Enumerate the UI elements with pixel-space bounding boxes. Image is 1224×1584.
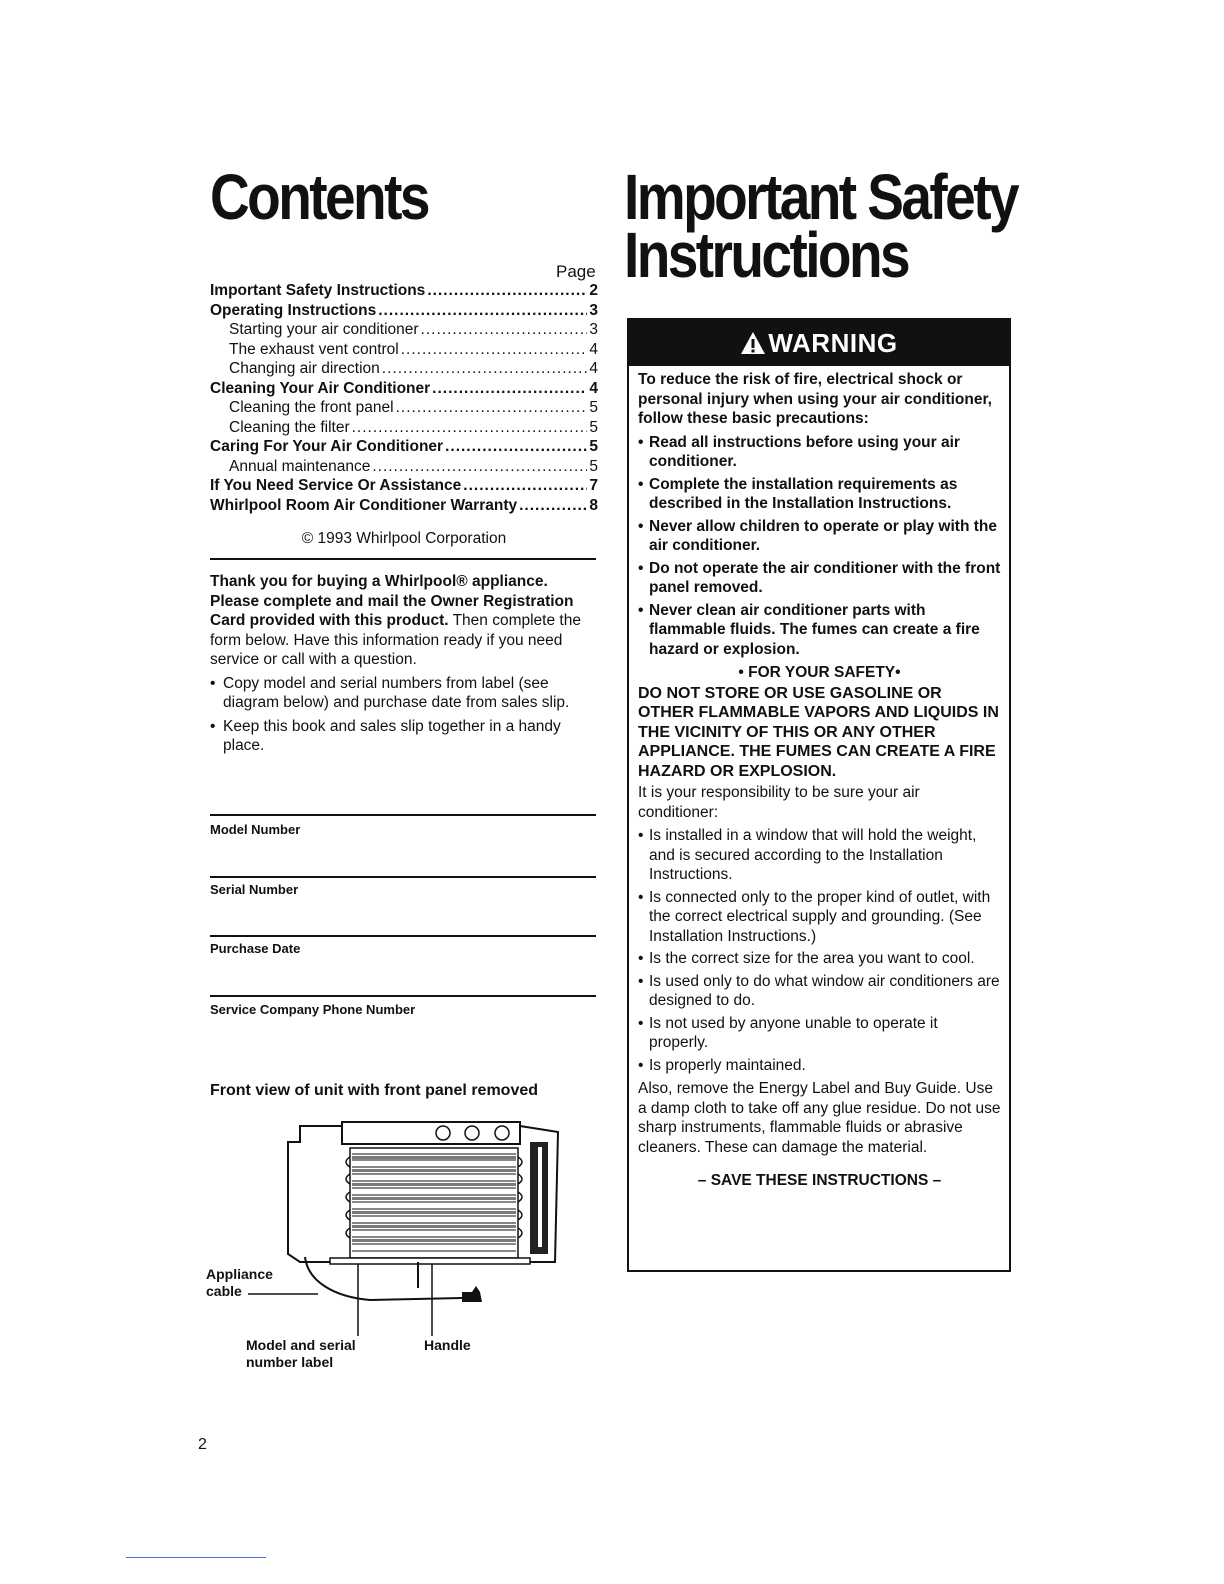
safety-title-line1: Important Safety xyxy=(624,161,1017,233)
divider xyxy=(210,558,596,560)
gasoline-warning: DO NOT STORE OR USE GASOLINE OR OTHER FLAMMABLE VAPORS AND LIQUIDS IN THE VICINITY OF THIS OR ANY OTHER APPLIANCE. THE FUMES CAN CREATE A FIRE HAZARD OR EXPLOSION. xyxy=(638,684,999,780)
toc-row xyxy=(210,477,598,497)
warning-triangle-icon xyxy=(740,331,766,355)
conditions-list xyxy=(638,826,1001,1075)
toc-entry-page: 4 xyxy=(589,379,598,397)
model-number-label: Model Number xyxy=(210,822,301,837)
toc-row xyxy=(210,321,598,341)
toc-entry-page: 8 xyxy=(589,496,598,514)
warning-box xyxy=(627,318,1011,1272)
toc-entry-page: 4 xyxy=(589,360,598,377)
toc-entry-label: Operating Instructions xyxy=(210,301,377,319)
warning-header xyxy=(629,320,1009,366)
model-serial-label-callout: Model and serial number label xyxy=(246,1337,356,1370)
warning-body xyxy=(629,366,1009,1191)
copyright-notice: © 1993 Whirlpool Corporation xyxy=(301,530,507,547)
list-item: • Read all instructions before using your air conditioner. xyxy=(638,433,1001,472)
purchase-date-label: Purchase Date xyxy=(210,941,301,956)
warning-intro: To reduce the risk of fire, electrical shock or personal injury when using your air conditioner, follow these basic precautions: xyxy=(638,371,992,427)
toc-leader-dots xyxy=(432,380,587,398)
toc-entry-label: If You Need Service Or Assistance xyxy=(210,477,462,494)
list-item: • Never clean air conditioner parts with flammable fluids. The fumes can create a fire hazard or explosion. xyxy=(638,601,1001,660)
thanks-bold-text: Thank you for buying a Whirlpool® appliance. Please complete and mail the Owner Registration Card provided with this product. xyxy=(210,573,574,629)
toc-entry-label: Annual maintenance xyxy=(229,457,371,475)
list-item: • Is the correct size for the area you want to cool. xyxy=(638,949,1001,969)
save-instructions: – SAVE THESE INSTRUCTIONS – xyxy=(697,1172,942,1189)
toc-entry-label: Changing air direction xyxy=(229,360,380,377)
toc-leader-dots xyxy=(519,497,587,515)
toc-row xyxy=(210,380,598,400)
toc-leader-dots xyxy=(401,341,588,359)
toc-row xyxy=(210,419,598,439)
handle-label: Handle xyxy=(424,1337,471,1353)
list-item: • Never allow children to operate or play with the air conditioner. xyxy=(638,517,1001,556)
for-your-safety-heading: • FOR YOUR SAFETY• xyxy=(738,664,901,681)
toc-entry-label: Cleaning the filter xyxy=(229,418,350,436)
table-of-contents xyxy=(210,282,598,516)
air-conditioner-diagram xyxy=(200,1112,580,1372)
toc-entry-label: Caring For Your Air Conditioner xyxy=(210,438,444,455)
toc-leader-dots xyxy=(421,321,588,339)
toc-page-column-label: Page xyxy=(556,262,596,281)
list-item: • Is used only to do what window air conditioners are designed to do. xyxy=(638,972,1001,1011)
toc-row xyxy=(210,458,598,478)
toc-leader-dots xyxy=(372,458,587,476)
safety-title xyxy=(624,161,1017,291)
toc-row xyxy=(210,341,598,361)
model-number-line xyxy=(210,814,596,816)
list-item: • Is connected only to the proper kind of outlet, with the correct electrical supply and grounding. (See Installation Instructions.) xyxy=(638,888,1001,947)
toc-entry-label: Cleaning Your Air Conditioner xyxy=(210,379,431,397)
service-phone-line xyxy=(210,995,596,997)
toc-leader-dots xyxy=(427,282,587,300)
diagram-caption: Front view of unit with front panel removed xyxy=(210,1082,539,1099)
also-remove-text: Also, remove the Energy Label and Buy Guide. Use a damp cloth to take off any glue residue. Do not use sharp instruments, flammable fluids or abrasive cleaners. These can damage the material. xyxy=(638,1080,1001,1156)
toc-entry-label: The exhaust vent control xyxy=(229,340,399,358)
serial-number-line xyxy=(210,876,596,878)
toc-row xyxy=(210,399,598,419)
thanks-text: Then complete the form below. Have this information ready if you need service or call with a question. xyxy=(210,612,581,668)
toc-row xyxy=(210,282,598,302)
toc-row xyxy=(210,438,598,458)
list-item: • Is installed in a window that will hold the weight, and is secured according to the Installation Instructions. xyxy=(638,826,1001,885)
toc-entry-label: Whirlpool Room Air Conditioner Warranty xyxy=(210,496,518,514)
toc-leader-dots xyxy=(382,360,588,378)
toc-entry-page: 3 xyxy=(589,301,598,319)
service-phone-label: Service Company Phone Number xyxy=(210,1002,416,1017)
toc-entry-page: 5 xyxy=(589,438,598,455)
toc-entry-label: Cleaning the front panel xyxy=(229,399,394,416)
toc-entry-label: Important Safety Instructions xyxy=(210,282,426,299)
toc-row xyxy=(210,360,598,380)
contents-title: Contents xyxy=(210,161,428,233)
list-item: • Is properly maintained. xyxy=(638,1056,1001,1076)
warning-header-text: WARNING xyxy=(768,327,898,358)
toc-entry-label: Starting your air conditioner xyxy=(229,321,419,338)
list-item: • Is not used by anyone unable to operate it properly. xyxy=(638,1014,1001,1053)
precautions-list xyxy=(638,433,1001,660)
list-item: • Copy model and serial numbers from label (see diagram below) and purchase date from sales slip. xyxy=(210,674,600,713)
thanks-bullets xyxy=(210,674,600,756)
toc-entry-page: 5 xyxy=(589,399,598,416)
appliance-cable-label: Appliance cable xyxy=(206,1266,273,1299)
toc-entry-page: 7 xyxy=(589,477,598,494)
toc-entry-page: 5 xyxy=(589,418,598,436)
toc-entry-page: 4 xyxy=(589,340,598,358)
toc-row xyxy=(210,497,598,517)
toc-row xyxy=(210,302,598,322)
safety-title-line2: Instructions xyxy=(624,219,909,291)
list-item: • Complete the installation requirements as described in the Installation Instructions. xyxy=(638,475,1001,514)
responsibility-text: It is your responsibility to be sure your air conditioner: xyxy=(638,784,920,821)
toc-leader-dots xyxy=(352,419,588,437)
purchase-date-line xyxy=(210,935,596,937)
toc-entry-page: 3 xyxy=(589,321,598,338)
toc-leader-dots xyxy=(396,399,588,417)
thank-you-section xyxy=(210,572,600,760)
toc-leader-dots xyxy=(445,438,587,456)
footer-line xyxy=(126,1557,266,1558)
toc-entry-page: 2 xyxy=(589,282,598,299)
list-item: • Do not operate the air conditioner with the front panel removed. xyxy=(638,559,1001,598)
toc-leader-dots xyxy=(378,302,587,320)
toc-entry-page: 5 xyxy=(589,457,598,475)
page-number: 2 xyxy=(198,1436,207,1453)
list-item: • Keep this book and sales slip together in a handy place. xyxy=(210,717,600,756)
serial-number-label: Serial Number xyxy=(210,882,299,897)
toc-leader-dots xyxy=(463,477,587,495)
